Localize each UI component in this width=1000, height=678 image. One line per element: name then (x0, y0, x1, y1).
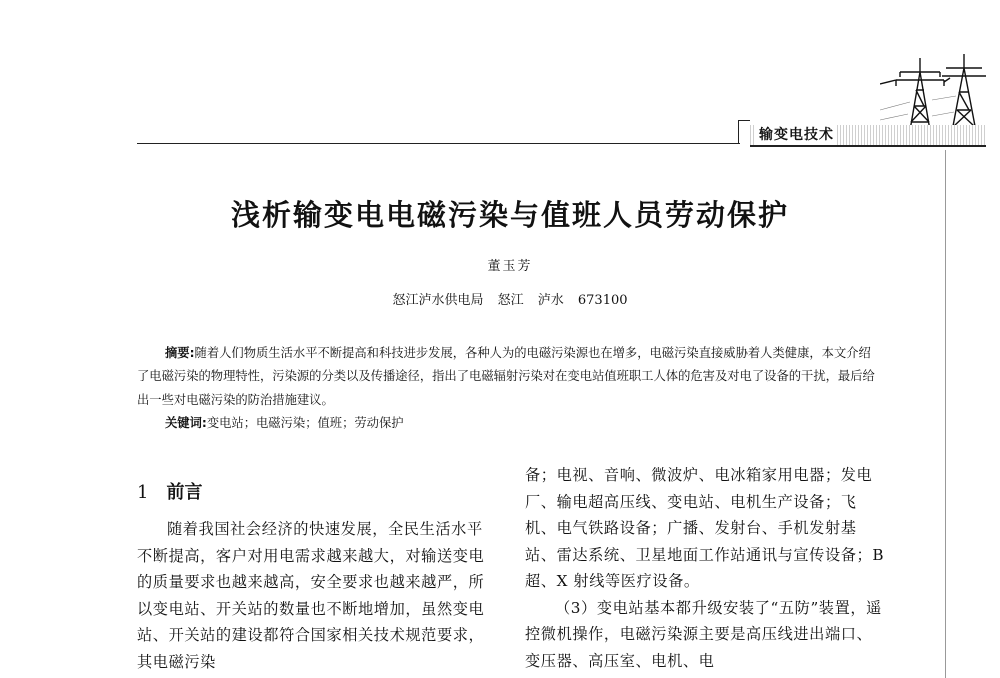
section-title: 前言 (166, 482, 203, 503)
keywords (165, 412, 882, 435)
body-paragraph: 随着我国社会经济的快速发展，全民生活水平不断提高，客户对用电需求越来越大，对输送变电的质量要求也越来越高，安全要求也越来越严，所以变电站、开关站的数量也不断地增加，虽然变电站、开关站的建设都符合国家相关技术规范要求，其电磁污染 (137, 520, 485, 671)
section-heading (137, 478, 202, 504)
right-column (525, 462, 887, 674)
column-edge-rule (945, 150, 946, 678)
author-name: 董玉芳 (487, 259, 533, 274)
keywords-text: 变电站；电磁污染；值班；劳动保护 (206, 416, 404, 430)
header-rule-notch-cap (738, 120, 750, 121)
body-paragraph: 备；电视、音响、微波炉、电冰箱家用电器；发电厂、输电超高压线、变电站、电机生产设备；飞机、电气铁路设备；广播、发射台、手机发射基站、雷达系统、卫星地面工作站通讯与宣传设备；B 超、X 射线等医疗设备。 (525, 466, 885, 590)
header-rule (137, 143, 740, 144)
article-title: 浅析输变电电磁污染与值班人员劳动保护 (230, 198, 789, 232)
author-affiliation: 怒江泸水供电局 怒江 泸水 673100 (392, 293, 628, 308)
header-rule-notch (738, 120, 739, 144)
section-tab-label: 输变电技术 (756, 125, 837, 145)
body-paragraph: （3）变电站基本都升级安装了“五防”装置，遥控微机操作，电磁污染源主要是高压线进出端口、变压器、高压室、电机、电 (525, 598, 882, 670)
keywords-label: 关键词: (165, 416, 207, 430)
section-number: 1 (137, 482, 149, 503)
abstract-text: 随着人们物质生活水平不断提高和科技进步发展，各种人为的电磁污染源也在增多，电磁污染直接威胁着人类健康，本文介绍了电磁污染的物理特性，污染源的分类以及传播途径，指出了电磁辐射污染对在变电站值班职工人体的危害及对电了设备的干扰，最后给出一些对电磁污染的防治措施建议。 (137, 346, 875, 407)
section-tab (750, 125, 986, 147)
left-column (137, 516, 497, 675)
abstract (137, 342, 882, 412)
abstract-label: 摘要: (165, 346, 195, 360)
